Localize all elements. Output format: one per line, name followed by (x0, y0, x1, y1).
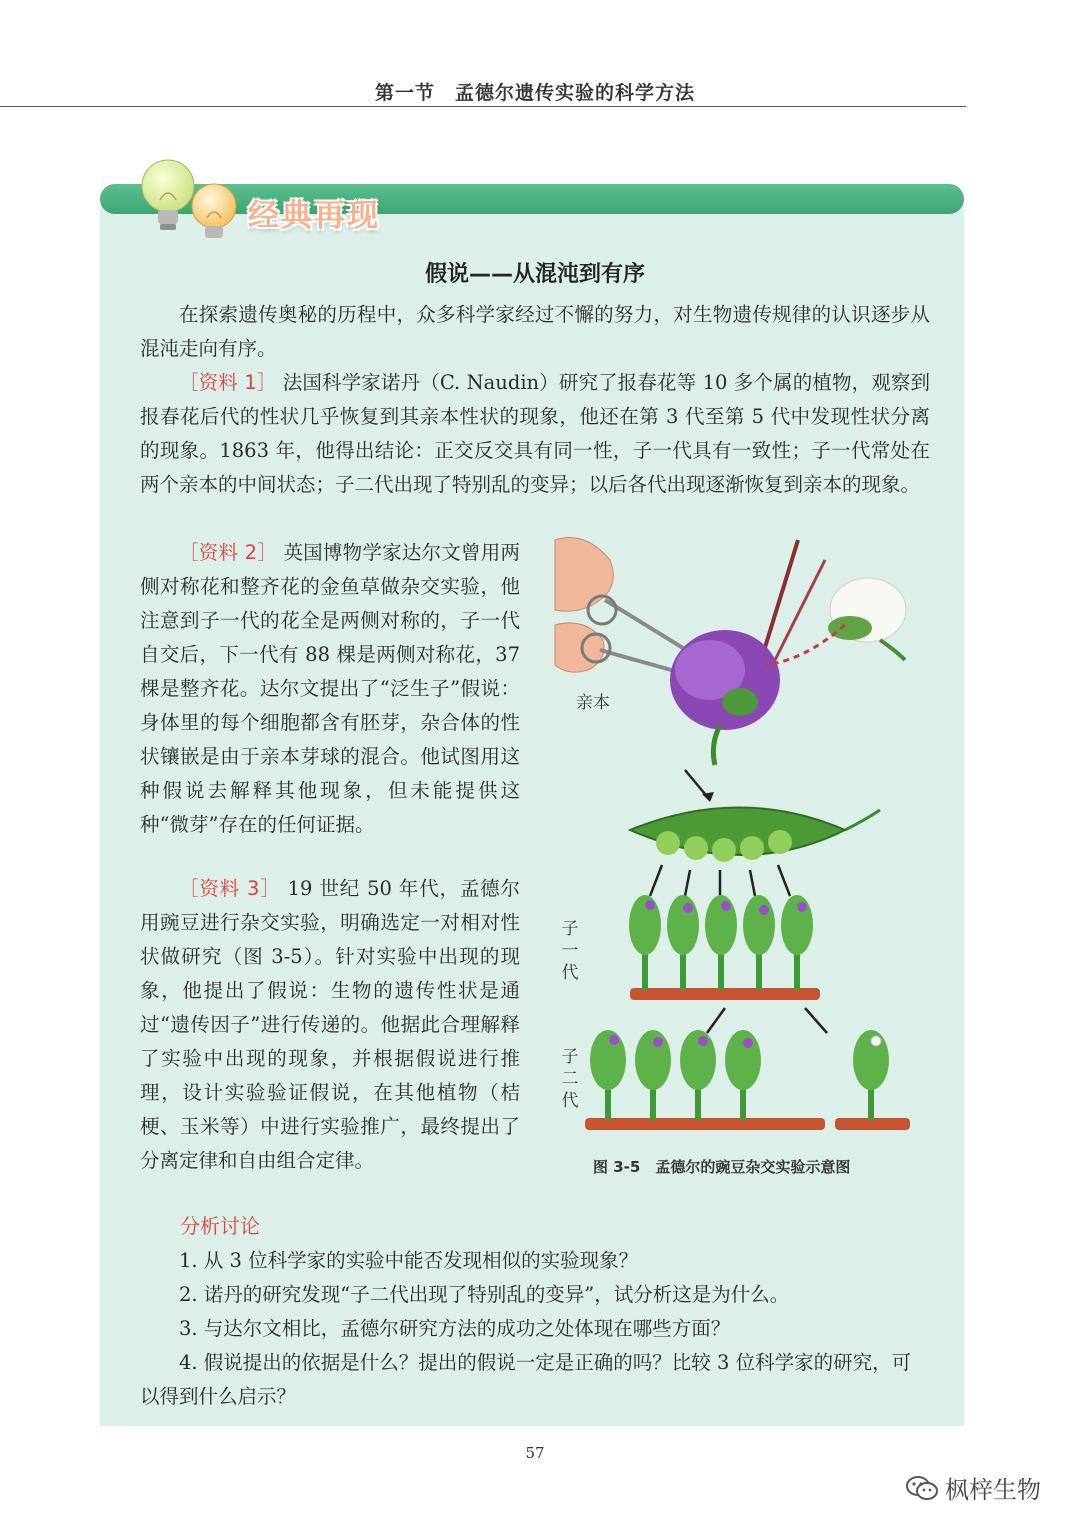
watermark-text: 枫梓生物 (945, 1476, 1041, 1504)
label-f2 (560, 1046, 580, 1112)
label-f2-char: 代 (561, 1091, 579, 1111)
material-1-paragraph (140, 366, 930, 502)
running-header: 第一节 孟德尔遗传实验的科学方法 (374, 82, 695, 104)
material-3-text: 19 世纪 50 年代，孟德尔用豌豆进行杂交实验，明确选定一对相对性状做研究（图 3-5）。针对实验中出现的现象，他提出了假说：生物的遗传性状是通过“遗传因子”进行传递的。他据此合理解释了实验中出现的现象，并根据假说进行推理，设计实验验证假说，在其他植物（桔梗、玉米等）中进行实验推广，最终提出了分离定律和自由组合定律。 (140, 877, 521, 1172)
watermark (905, 1470, 1041, 1505)
lightbulb-icon (130, 156, 250, 246)
discussion-question: 2. 诺丹的研究发现“子二代出现了特别乱的变异”，试分析这是为什么。 (179, 1283, 790, 1306)
material-1-text: 法国科学家诺丹（C. Naudin）研究了报春花等 10 多个属的植物，观察到报春花后代的性状几乎恢复到其亲本性状的现象，他还在第 3 代至第 5 代中发现性状分离的现象。1863 年，他得出结论：正交反交具有同一性，子一代具有一致性；子一代常处在两个亲本的中间状态；子二代出现了特别乱的变异；以后各代出现逐渐恢复到亲本的现象。 (140, 371, 931, 496)
discussion-question: 3. 与达尔文相比，孟德尔研究方法的成功之处体现在哪些方面？ (179, 1317, 731, 1340)
section-title: 假说——从混沌到有序 (424, 262, 645, 287)
material-2-text: 英国博物学家达尔文曾用两侧对称花和整齐花的金鱼草做杂交实验，他注意到子一代的花全是两侧对称的，子一代自交后，下一代有 88 棵是两侧对称花，37 棵是整齐花。达尔文提出了“泛生子”假说：身体里的每个细胞都含有胚芽，杂合体的性状镶嵌是由于亲本芽球的混合。他试图用这种假说去解释其他现象，但未能提供这种“微芽”存在的任何证据。 (140, 541, 521, 836)
label-f1 (560, 918, 580, 984)
header-rule (0, 106, 966, 107)
discussion-question: 4. 假说提出的依据是什么？提出的假说一定是正确的吗？比较 3 位科学家的研究，可以得到什么启示？ (140, 1351, 912, 1408)
figure-caption: 图 3-5 孟德尔的豌豆杂交实验示意图 (593, 1158, 851, 1176)
discussion-title: 分析讨论 (180, 1214, 260, 1238)
label-f1-char: 代 (561, 963, 579, 983)
wechat-icon (905, 1474, 939, 1502)
label-f1-char: 一 (561, 941, 579, 961)
page-number: 57 (525, 1444, 545, 1462)
label-f2-char: 子 (561, 1047, 579, 1067)
banner-title: 经典再现 (248, 198, 380, 234)
material-3-tag: ［资料 3］ (179, 877, 281, 900)
label-parent: 亲本 (576, 693, 610, 713)
material-2-tag: ［资料 2］ (179, 541, 278, 564)
label-f2-char: 二 (561, 1069, 579, 1089)
material-3-paragraph (140, 872, 520, 1178)
intro-paragraph: 在探索遗传奥秘的历程中，众多科学家经过不懈的努力，对生物遗传规律的认识逐步从混沌走向有序。 (140, 303, 930, 360)
discussion-question: 1. 从 3 位科学家的实验中能否发现相似的实验现象？ (179, 1249, 639, 1272)
material-1-tag: ［资料 1］ (179, 371, 277, 394)
label-f1-char: 子 (561, 919, 579, 939)
pea-hybridization-illustration (550, 530, 950, 1190)
material-2-paragraph (140, 536, 520, 842)
